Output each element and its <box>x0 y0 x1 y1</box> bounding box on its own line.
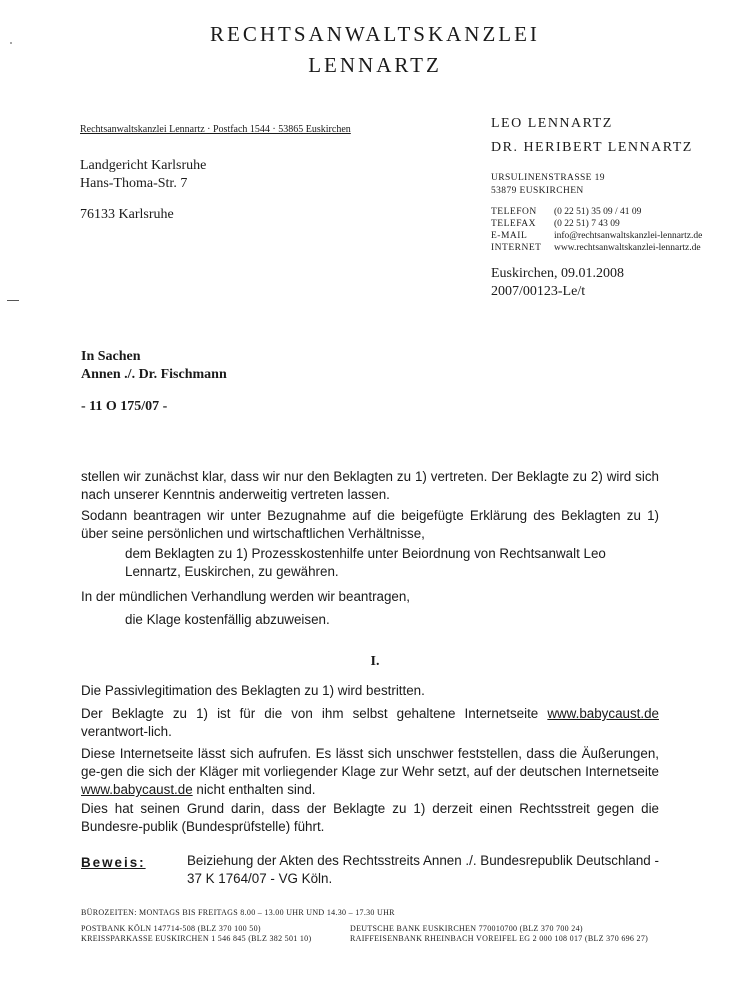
recipient-street: Hans-Thoma-Str. 7 <box>80 176 188 191</box>
contact-row-email <box>491 230 702 242</box>
recipient-city: 76133 Karlsruhe <box>80 207 174 222</box>
lawyer-name-1: LEO LENNARTZ <box>491 116 613 131</box>
paragraph-4: In der mündlichen Verhandlung werden wir beantragen, <box>81 589 411 604</box>
contact-value: (0 22 51) 7 43 09 <box>554 219 620 229</box>
office-hours: BÜROZEITEN: MONTAGS BIS FREITAGS 8.00 – 13.00 UHR UND 14.30 – 17.30 UHR <box>81 908 395 917</box>
contact-row-internet <box>491 242 702 254</box>
contact-row-phone <box>491 206 702 218</box>
paragraph-8-text-end: nicht enthalten sind. <box>192 782 316 797</box>
contact-block <box>491 206 702 254</box>
contact-label: E-MAIL <box>491 231 528 241</box>
website-link[interactable]: www.babycaust.de <box>547 706 659 721</box>
contact-label: TELEFAX <box>491 219 537 229</box>
bank-account-2: KREISSPARKASSE EUSKIRCHEN 1 546 845 (BLZ 382 501 10) <box>81 934 312 943</box>
paragraph-2: Sodann beantragen wir unter Bezugnahme auf die beigefügte Erklärung des Beklagten zu 1) über seine persönlichen und wirtschaftlichen Verhältnisse, <box>81 508 659 541</box>
paragraph-9: Dies hat seinen Grund darin, dass der Beklagte zu 1) derzeit einen Rechtsstreit gegen die Bundesre-publik (Bundesprüfstelle) führt. <box>81 801 659 834</box>
paragraph-1: stellen wir zunächst klar, dass wir nur den Beklagten zu 1) vertreten. Der Beklagte zu 2) wird sich nach unserer Kenntnis anderweitig vertreten lassen. <box>81 469 659 502</box>
scan-speck <box>10 42 12 44</box>
contact-row-fax <box>491 218 702 230</box>
contact-value: www.rechtsanwaltskanzlei-lennartz.de <box>554 243 701 253</box>
firm-surname: LENNARTZ <box>308 53 442 77</box>
evidence-text: Beiziehung der Akten des Rechtsstreits Annen ./. Bundesrepublik Deutschland - 37 K 1764/07 - VG Köln. <box>187 853 659 886</box>
section-heading: I. <box>370 654 380 669</box>
motion-dismissal: die Klage kostenfällig abzuweisen. <box>125 612 330 627</box>
paragraph-7 <box>81 705 659 741</box>
paragraph-7-text-end: verantwort-lich. <box>81 724 172 739</box>
recipient-name: Landgericht Karlsruhe <box>80 158 207 173</box>
bank-account-4: RAIFFEISENBANK RHEINBACH VOREIFEL EG 2 000 108 017 (BLZ 370 696 27) <box>350 934 649 943</box>
letter-date: Euskirchen, 09.01.2008 <box>491 266 624 281</box>
contact-label: TELEFON <box>491 207 537 217</box>
case-heading: In Sachen <box>81 349 141 364</box>
firm-name: RECHTSANWALTSKANZLEI <box>210 22 540 46</box>
website-link[interactable]: www.babycaust.de <box>81 782 193 797</box>
file-reference: 2007/00123-Le/t <box>491 284 586 299</box>
case-parties: Annen ./. Dr. Fischmann <box>81 367 227 382</box>
paragraph-7-text: Der Beklagte zu 1) ist für die von ihm selbst gehaltene Internetseite <box>81 706 548 721</box>
contact-value: (0 22 51) 35 09 / 41 09 <box>554 207 642 217</box>
paragraph-6: Die Passivlegitimation des Beklagten zu 1) wird bestritten. <box>81 683 425 698</box>
lawyer-name-2: DR. HERIBERT LENNARTZ <box>491 140 693 155</box>
sender-return-address: Rechtsanwaltskanzlei Lennartz · Postfach 1544 · 53865 Euskirchen <box>80 124 351 135</box>
bank-account-1: POSTBANK KÖLN 147714-508 (BLZ 370 100 50) <box>81 924 261 933</box>
office-street: URSULINENSTRASSE 19 <box>491 173 605 183</box>
paragraph-8 <box>81 745 659 799</box>
motion-pkh: dem Beklagten zu 1) Prozesskostenhilfe unter Beiordnung von Rechtsanwalt Leo Lennartz, Euskirchen, zu gewähren. <box>125 546 606 579</box>
evidence-label: Beweis: <box>81 855 146 870</box>
bank-account-3: DEUTSCHE BANK EUSKIRCHEN 770010700 (BLZ 370 700 24) <box>350 924 583 933</box>
office-city: 53879 EUSKIRCHEN <box>491 186 584 196</box>
contact-value: info@rechtsanwaltskanzlei-lennartz.de <box>554 231 703 241</box>
fold-mark <box>7 300 19 301</box>
case-number: - 11 O 175/07 - <box>81 399 168 414</box>
paragraph-8-text: Diese Internetseite lässt sich aufrufen. Es lässt sich unschwer feststellen, dass die Äußerungen, ge-gen die sich der Kläger mit vorliegender Klage zur Wehr setzt, auf der deutschen Internetseite <box>81 746 659 779</box>
contact-label: INTERNET <box>491 243 542 253</box>
